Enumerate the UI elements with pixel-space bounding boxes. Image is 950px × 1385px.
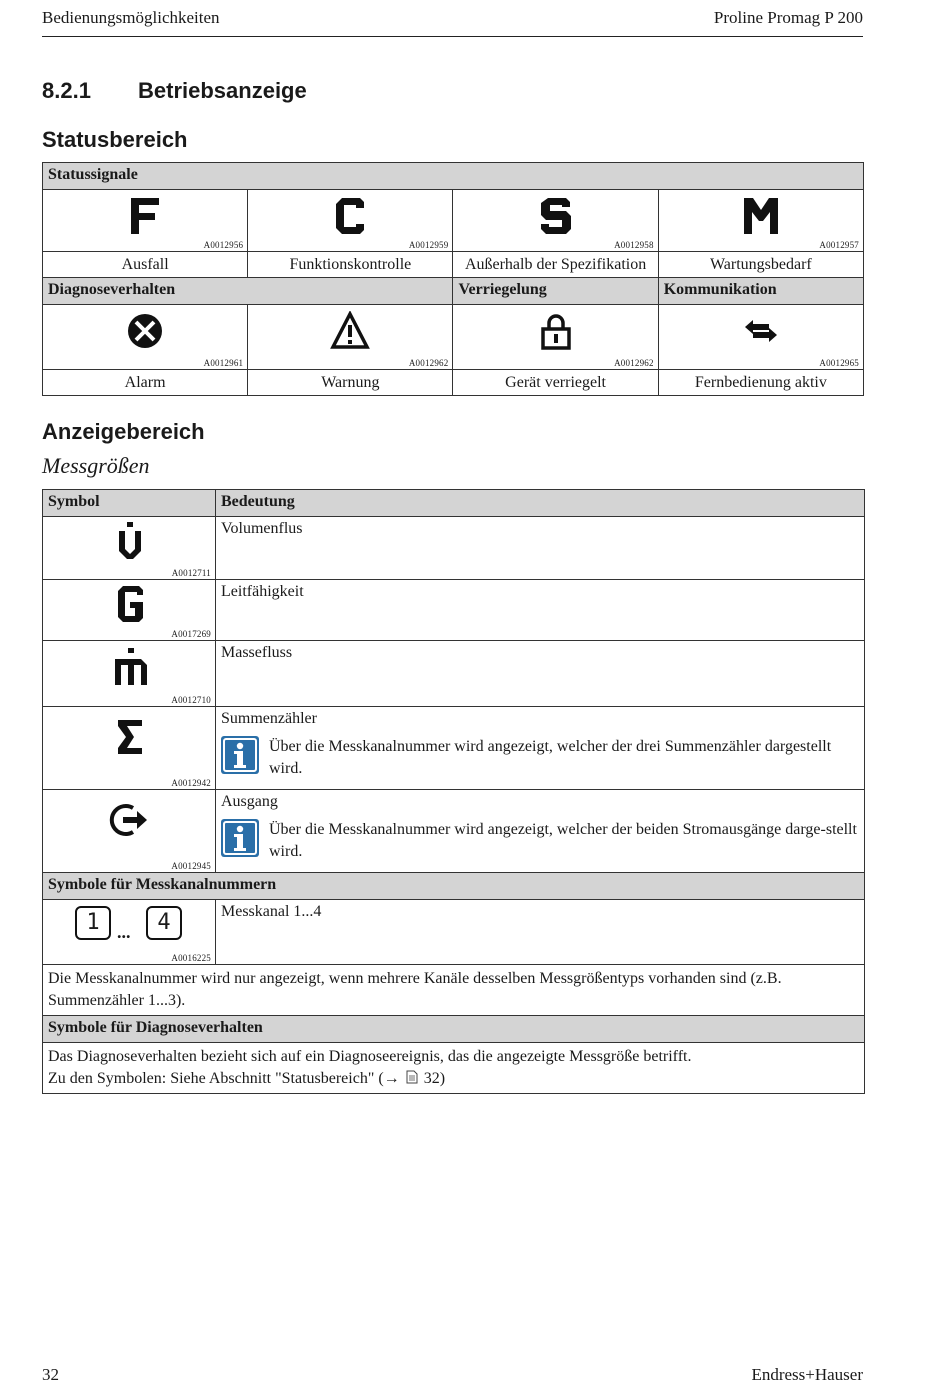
diag-line1: Das Diagnoseverhalten bezieht sich auf ein Diagnoseereignis, das die angezeigte Messgröße betrifft. [48,1048,692,1065]
symbol-code: A0017269 [171,629,211,639]
status-icon-cell-out-of-spec [453,190,658,252]
status-label: Wartungsbedarf [658,252,863,278]
status-code: A0012959 [408,240,449,250]
m-dot-icon [113,647,149,687]
output-arrow-icon [109,800,151,840]
col-symbol-header: Symbol [43,490,216,517]
diag-icon-cell-warning [248,305,453,370]
footer-page-number: 32 [42,1365,59,1384]
diag-label-warning: Warnung [248,370,453,396]
letter-M-icon [741,194,781,238]
info-icon [221,819,259,857]
symbol-code: A0012711 [171,568,211,578]
letter-F-icon [125,194,165,238]
comm-label: Fernbedienung aktiv [658,370,863,396]
display-table [42,489,865,1094]
diag-line2 [48,1068,859,1090]
meaning-cell [216,900,865,965]
page-ref-icon [406,1070,418,1084]
warning-icon [330,311,370,351]
lock-icon [536,311,576,351]
meaning-text: Massefluss [221,644,293,661]
communication-header: Kommunikation [658,278,863,305]
comm-code: A0012965 [819,358,859,368]
lock-label: Gerät verriegelt [453,370,658,396]
display-subheading: Messgrößen [42,453,150,478]
header-rule [42,36,863,37]
meaning-cell [216,517,865,580]
info-note-text: Über die Messkanalnummer wird angezeigt, welcher der drei Summenzähler dargestellt wird. [269,738,832,777]
meaning-cell [216,580,865,641]
channel-ellipsis: ... [117,922,131,942]
section-title: Betriebsanzeige [138,78,307,103]
display-heading: Anzeigebereich [42,419,205,444]
status-code: A0012958 [614,240,654,250]
meaning-text: Messkanal 1...4 [221,903,322,920]
letter-S-icon [536,194,576,238]
status-label: Funktionskontrolle [248,252,453,278]
diag-label-alarm: Alarm [43,370,248,396]
footer-brand: Endress+Hauser [751,1365,863,1384]
diag-code: A0012961 [203,358,244,368]
symbol-cell [43,641,216,707]
status-signals-header: Statussignale [43,163,864,190]
diag-icon-cell-alarm [43,305,248,370]
lock-header: Verriegelung [453,278,658,305]
info-icon [221,736,259,774]
status-code: A0012957 [819,240,859,250]
diag-line2-text: Zu den Symbolen: Siehe Abschnitt "Statusbereich" (→ [48,1070,400,1087]
status-icon-cell-maintenance [658,190,863,252]
diag-symbols-cell [43,1043,865,1094]
symbol-cell [43,790,216,873]
diag-code: A0012962 [408,358,449,368]
info-note [221,736,859,780]
status-label: Außerhalb der Spezifikation [453,252,658,278]
exchange-arrows-icon [741,311,781,351]
meaning-text: Volumenflus [221,520,303,537]
comm-icon-cell [658,305,863,370]
section-number: 8.2.1 [42,78,91,103]
status-icon-cell-check [248,190,453,252]
info-note [221,819,859,863]
diag-page-ref[interactable]: 32) [423,1070,446,1087]
header-right: Proline Promag P 200 [713,8,863,27]
symbol-code: A0012945 [171,861,211,871]
channel-last-icon: 4 [146,906,182,940]
header-left: Bedienungsmöglichkeiten [42,8,220,27]
v-dot-icon [115,521,145,561]
symbol-cell [43,517,216,580]
status-heading: Statusbereich [42,127,188,152]
lock-code: A0012962 [614,358,654,368]
meaning-cell [216,641,865,707]
col-meaning-header: Bedeutung [216,490,865,517]
channel-header: Symbole für Messkanalnummern [43,873,865,900]
channel-first-icon: 1 [75,906,111,940]
channel-note: Die Messkanalnummer wird nur angezeigt, wenn mehrere Kanäle desselben Messgrößentyps vorhanden sind (z.B. Summenzähler 1...3). [43,965,865,1016]
meaning-text: Ausgang [221,793,278,810]
symbol-code: A0012942 [171,778,211,788]
status-label: Ausfall [43,252,248,278]
letter-C-icon [330,194,370,238]
status-code: A0012956 [203,240,244,250]
status-table [42,162,864,396]
letter-G-icon [115,584,145,624]
symbol-code: A0016225 [171,953,211,963]
sigma-icon [115,717,145,757]
symbol-cell [43,707,216,790]
symbol-cell [43,580,216,641]
diagnosis-header: Diagnoseverhalten [43,278,453,305]
info-note-text: Über die Messkanalnummer wird angezeigt, welcher der beiden Stromausgänge darge-stellt wird. [269,821,857,860]
meaning-cell [216,707,865,790]
lock-icon-cell [453,305,658,370]
symbol-cell [43,900,216,965]
alarm-icon [125,311,165,351]
status-icon-cell-failure [43,190,248,252]
meaning-text: Summenzähler [221,710,317,727]
meaning-cell [216,790,865,873]
meaning-text: Leitfähigkeit [221,583,304,600]
symbol-code: A0012710 [171,695,211,705]
diag-symbols-header: Symbole für Diagnoseverhalten [43,1016,865,1043]
